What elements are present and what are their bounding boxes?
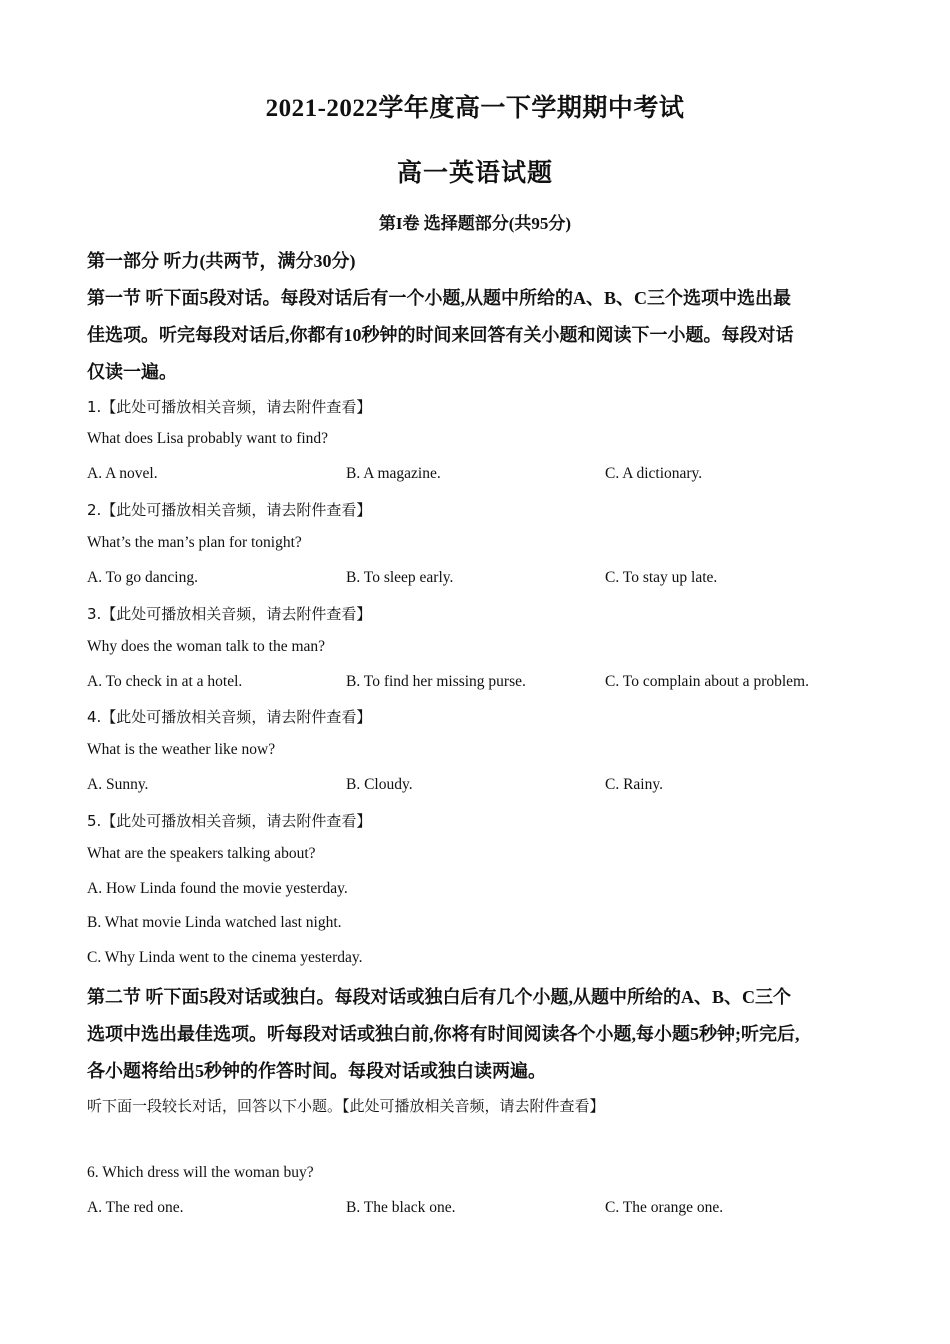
volume-title: 第I卷 选择题部分(共95分) [378,214,572,233]
section1-instruction-line: 佳选项。听完每段对话后,你都有10秒钟的时间来回答有关小题和阅读下一小题。每段对话 [87,325,794,345]
section2-instruction-line: 选项中选出最佳选项。听每段对话或独白前,你将有时间阅读各个小题,每小题5秒钟;听完后, [87,1024,800,1044]
option-a: A. Sunny. [87,776,149,793]
option-c: C. A dictionary. [605,465,703,482]
question-stem: What does Lisa probably want to find? [87,430,329,447]
exam-title: 2021-2022学年度高一下学期期中考试 [265,95,685,122]
option-c: C. The orange one. [605,1199,724,1216]
audio-placeholder: 4.【此处可播放相关音频，请去附件查看】 [87,708,372,726]
audio-placeholder: 5.【此处可播放相关音频，请去附件查看】 [87,812,372,830]
audio-placeholder: 2.【此处可播放相关音频，请去附件查看】 [87,501,372,519]
option-a: A. A novel. [87,465,158,482]
option-a: A. To go dancing. [87,569,198,586]
audio-placeholder: 3.【此处可播放相关音频，请去附件查看】 [87,605,372,623]
option-b: B. To sleep early. [346,569,454,586]
section1-instruction-line: 第一节 听下面5段对话。每段对话后有一个小题,从题中所给的A、B、C三个选项中选出最 [87,288,792,308]
option-c: C. Rainy. [605,776,663,793]
option-b: B. To find her missing purse. [346,673,526,690]
part1-heading: 第一部分 听力(共两节，满分30分) [87,251,356,271]
option-b: B. A magazine. [346,465,441,482]
option-c: C. To stay up late. [605,569,718,586]
audio-placeholder: 1.【此处可播放相关音频，请去附件查看】 [87,398,372,416]
option-a: A. How Linda found the movie yesterday. [87,880,348,897]
question-stem: What is the weather like now? [87,741,276,758]
section2-instruction-line: 各小题将给出5秒钟的作答时间。每段对话或独白读两遍。 [87,1061,546,1081]
question-stem: 6. Which dress will the woman buy? [87,1164,314,1181]
section1-instruction-line: 仅读一遍。 [87,362,177,382]
option-c: C. To complain about a problem. [605,673,809,690]
option-a: A. To check in at a hotel. [87,673,243,690]
question-stem: What’s the man’s plan for tonight? [87,534,302,551]
question-stem: What are the speakers talking about? [87,845,316,862]
subject-title: 高一英语试题 [396,160,553,187]
option-b: B. The black one. [346,1199,456,1216]
option-c: C. Why Linda went to the cinema yesterday. [87,949,363,966]
option-b: B. What movie Linda watched last night. [87,914,342,931]
option-b: B. Cloudy. [346,776,413,793]
section2-intro: 听下面一段较长对话，回答以下小题。【此处可播放相关音频，请去附件查看】 [87,1097,605,1115]
option-a: A. The red one. [87,1199,184,1216]
question-stem: Why does the woman talk to the man? [87,638,326,655]
section2-instruction-line: 第二节 听下面5段对话或独白。每段对话或独白后有几个小题,从题中所给的A、B、C三个 [87,987,791,1007]
